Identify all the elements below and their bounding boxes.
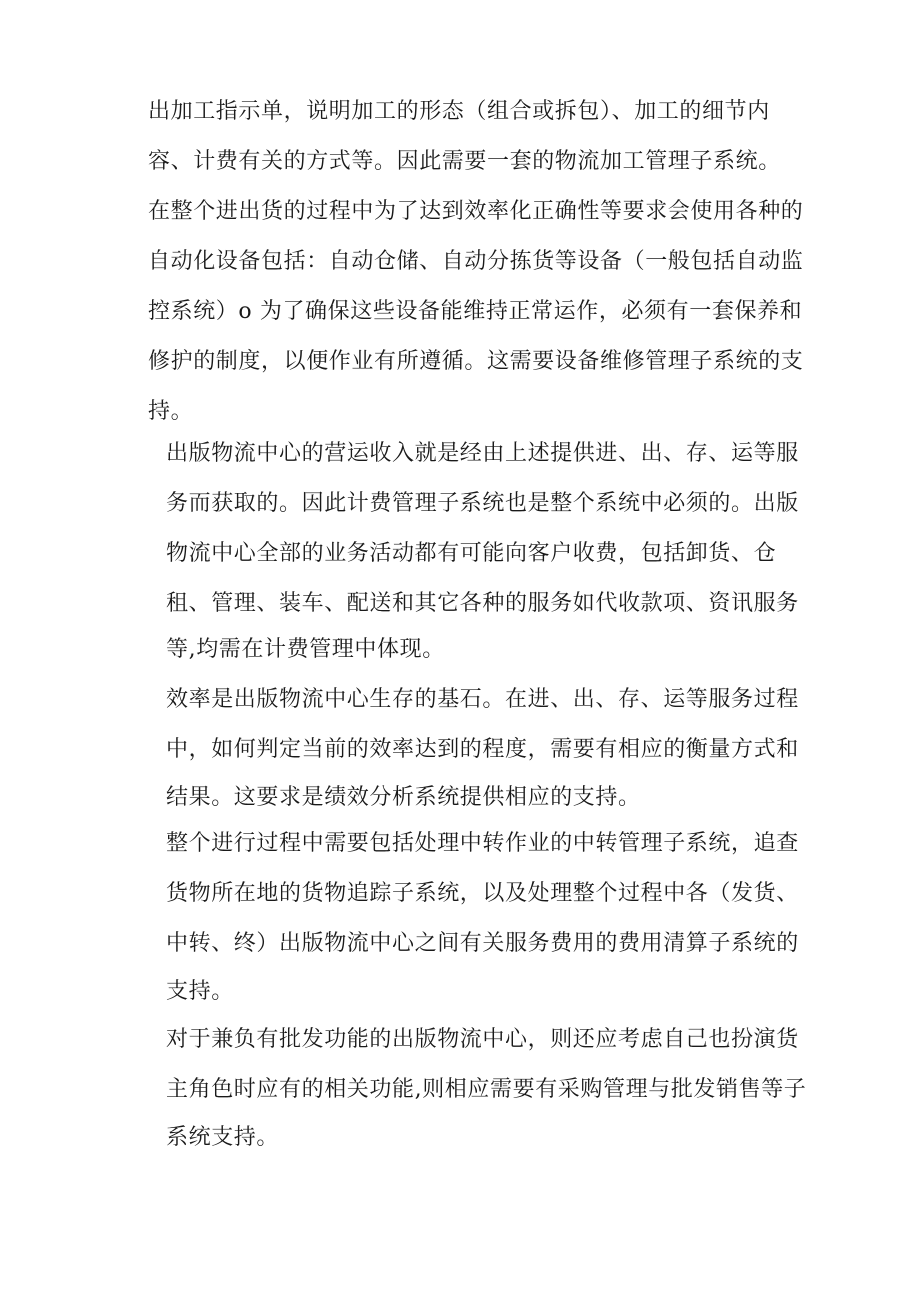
text-line: 等,均需在计费管理中体现。 (166, 637, 445, 662)
text-line: 持。 (148, 399, 194, 424)
text-line: 系统支持。 (166, 1125, 280, 1150)
text-line: 中，如何判定当前的效率达到的程度，需要有相应的衡量方式和 (166, 737, 799, 762)
text-line: 自动化设备包括：自动仓储、自动分拣货等设备（一般包括自动监 (148, 249, 804, 274)
text-line: 物流中心全部的业务活动都有可能向客户收费，包括卸货、仓 (166, 541, 777, 566)
text-line: 在整个进出货的过程中为了达到效率化正确性等要求会使用各种的 (148, 199, 804, 224)
text-line: 控系统）o 为了确保这些设备能维持正常运作，必须有一套保养和 (148, 299, 803, 324)
text-line: 出加工指示单，说明加工的形态（组合或拆包）、加工的细节内 (148, 99, 770, 124)
text-line: 支持。 (166, 979, 234, 1004)
text-line: 货物所在地的货物追踪子系统，以及处理整个过程中各（发货、 (166, 881, 799, 906)
text-line: 整个进行过程中需要包括处理中转作业的中转管理子系统，追查 (166, 831, 799, 856)
text-line: 容、计费有关的方式等。因此需要一套的物流加工管理子系统。 (148, 149, 781, 174)
text-line: 修护的制度，以便作业有所遵循。这需要设备维修管理子系统的支 (148, 349, 804, 374)
text-line: 务而获取的。因此计费管理子系统也是整个系统中必须的。出版 (166, 491, 799, 516)
text-line: 主角色时应有的相关功能,则相应需要有采购管理与批发销售等子 (166, 1077, 807, 1102)
text-line: 中转、终）出版物流中心之间有关服务费用的费用清算子系统的 (166, 931, 799, 956)
text-line: 租、管理、装车、配送和其它各种的服务如代收款项、资讯服务 (166, 591, 799, 616)
text-line: 对于兼负有批发功能的出版物流中心，则还应考虑自己也扮演货 (166, 1027, 799, 1052)
text-line: 出版物流中心的营运收入就是经由上述提供进、出、存、运等服 (166, 441, 799, 466)
text-line: 效率是出版物流中心生存的基石。在进、出、存、运等服务过程 (166, 687, 799, 712)
text-line: 结果。这要求是绩效分析系统提供相应的支持。 (166, 785, 641, 810)
